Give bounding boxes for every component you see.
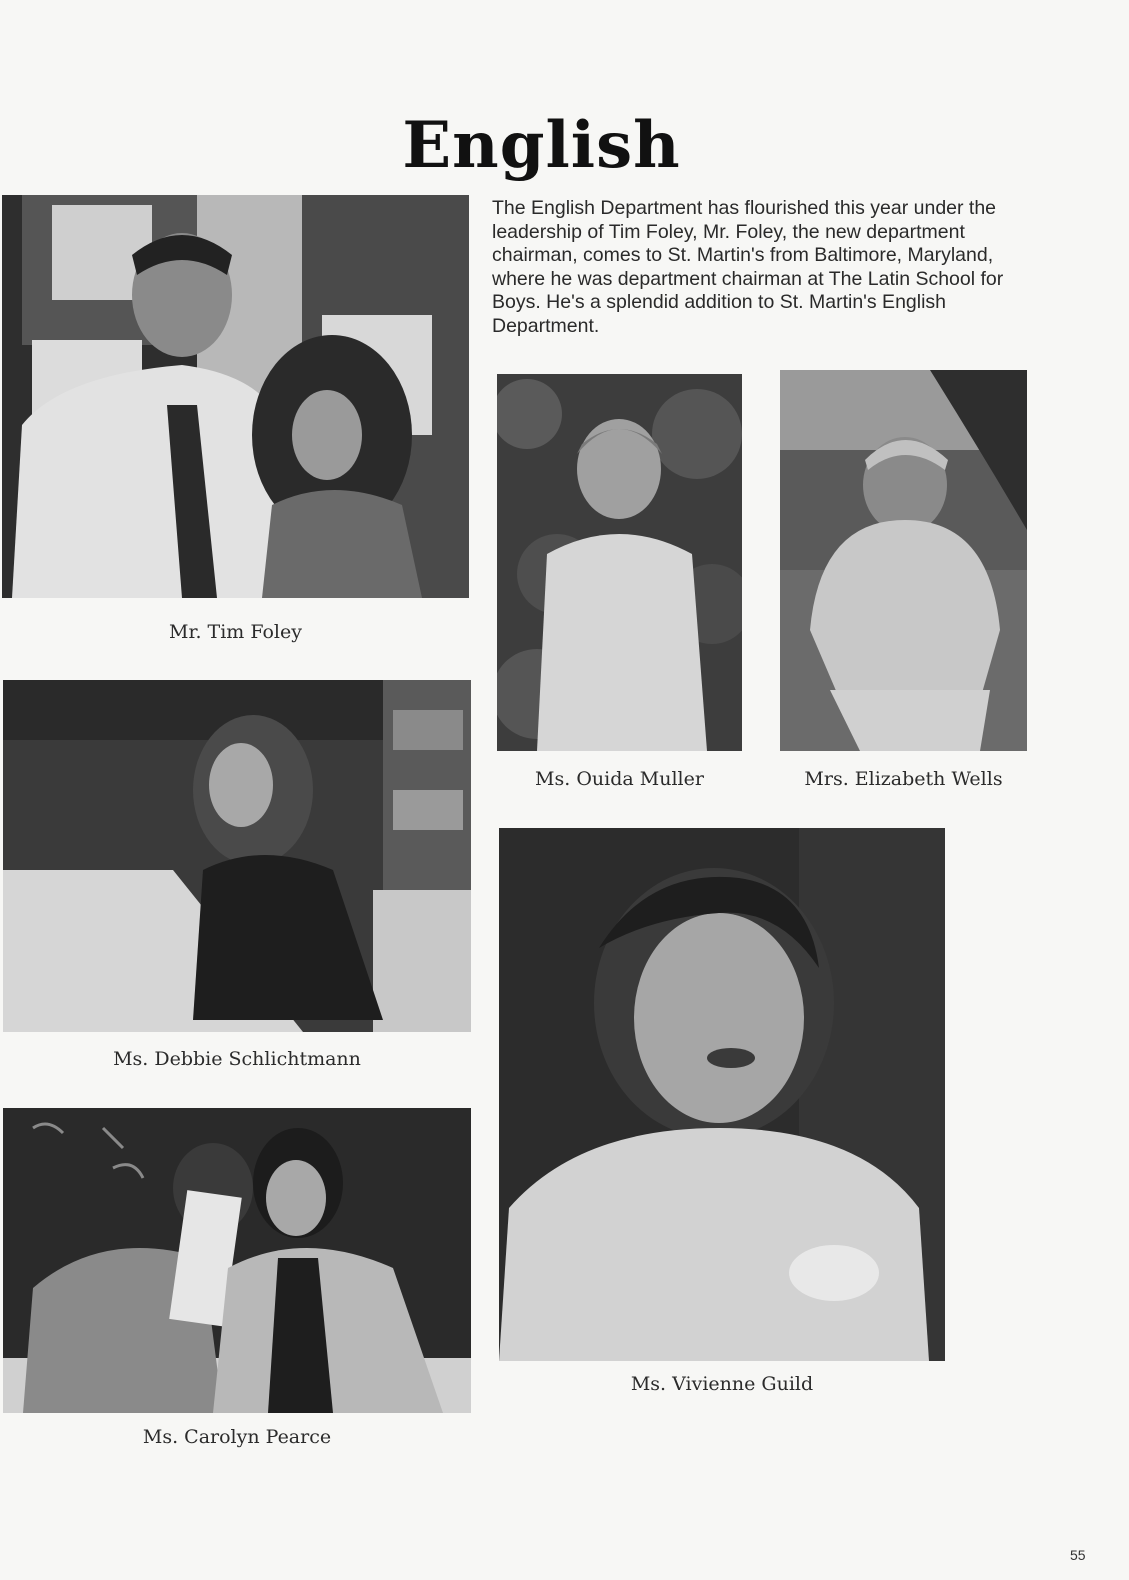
intro-paragraph: The English Department has flourished this year under the leadership of Tim Foley, Mr. Foley, the new department chairman, comes to St. Martin's from Baltimore, Maryland, where he was department chairman at The Latin School for Boys. He's a splendid addition to St. Martin's English Department. xyxy=(492,197,1004,337)
caption-carolyn-pearce: Ms. Carolyn Pearce xyxy=(142,1426,332,1448)
caption-elizabeth-wells: Mrs. Elizabeth Wells xyxy=(804,768,1003,790)
page-title: English xyxy=(402,108,681,183)
caption-tim-foley: Mr. Tim Foley xyxy=(169,621,302,643)
page-number: 55 xyxy=(1070,1547,1086,1563)
caption-ouida-muller: Ms. Ouida Muller xyxy=(535,768,704,790)
photo-tim-foley xyxy=(2,195,469,598)
caption-debbie-schlichtmann: Ms. Debbie Schlichtmann xyxy=(113,1048,361,1070)
photo-ouida-muller xyxy=(497,374,742,751)
photo-elizabeth-wells xyxy=(780,370,1027,751)
photo-carolyn-pearce xyxy=(3,1108,471,1413)
photo-vivienne-guild xyxy=(499,828,945,1361)
caption-vivienne-guild: Ms. Vivienne Guild xyxy=(630,1373,814,1395)
photo-debbie-schlichtmann xyxy=(3,680,471,1032)
